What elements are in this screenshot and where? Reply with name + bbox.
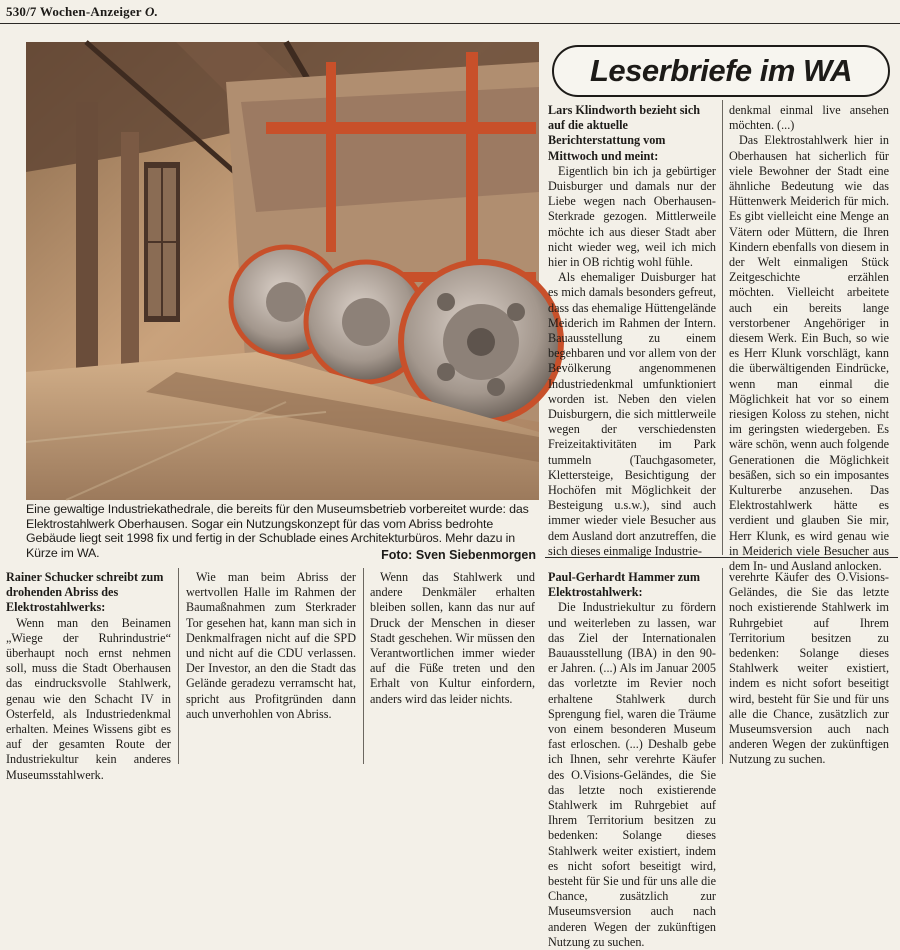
letter-paragraph: Das Elektrostahlwerk hier in Oberhausen hat sicherlich für viele Bewohner der Stadt eine ähnliche Bedeutung wie das Hüttenwerk Meiderich für mich. Es gibt vielleicht eine Menge an Vätern oder Müttern, die Ihren Kindern ebenfalls von diesem in der Welt einmaligen Stück Zeitgeschichte erzählen möchten. Vielleicht arbeitete auch ein bereits lange verstorbener Angehöriger in diesem Werk. Ein Buch, so wie es Herr Klunk vorschlägt, kann die überwältigenden Eindrücke, wenn man einmal die Möglichkeit hat vor so einem riesigen Koloss zu stehen, nicht im geringsten wiedergeben. Es wäre schön, wenn auch folgende Generationen die Möglichkeit besäßen, sich so ein imposantes Kulturerbe anzusehen. Das Elektrostahlwerk hätte es verdient und glauben Sie mir, Herr Klunk, es wird genau wie in Meiderich viele Besucher aus dem In- und Ausland anlocken.: [729, 133, 889, 574]
publication-name: Wochen-Anzeiger: [39, 4, 142, 19]
letter-klindworth-col2: [729, 103, 889, 574]
column-divider: [363, 568, 364, 764]
letter-hammer-col1: [548, 570, 716, 949]
letter-paragraph: Als ehemaliger Duisburger hat es mich damals besonders gefreut, dass das ehemalige Hüttengelände Meiderich im Rahmen der Intern. Bauausstellung zu einem begehbaren und vor allem von der Bevölkerung angenommenen Industriedenkmal umfunktioniert worden ist. Neben den vielen Duisburgern, die sich mittlerweile wegen der verschiedensten Freizeitaktivitäten im Park tummeln (Tauchgasometer, Klettersteige, Besichtigung der Hochöfen mit Möglichkeit der Besteigung u.s.w.), sind auch immer wieder viele Besucher aus dem Ausland dort anzutreffen, die sich dieses einmalige Industrie-: [548, 270, 716, 558]
page-number: 530/7: [6, 4, 37, 19]
letter-heading: Paul-Gerhardt Hammer zum Elektrostahlwerk:: [548, 570, 701, 600]
column-divider: [722, 100, 723, 555]
letter-heading: Rainer Schucker schreibt zum drohenden Abriss des Elektrostahlwerks:: [6, 570, 164, 615]
column-divider: [722, 568, 723, 764]
letter-schucker-col2: [186, 570, 356, 766]
banner-title: Leserbriefe im WA: [590, 53, 852, 88]
letter-paragraph: Eigentlich bin ich ja gebürtiger Duisburger und damals nur der Liebe wegen nach Oberhausen-Sterkrade gezogen. Mittlerweile möchte ich aus dieser Stadt aber nicht wieder weg, weil ich mich hier in OB richtig wohl fühle.: [548, 163, 716, 270]
letter-paragraph: denkmal einmal live ansehen möchten. (...): [729, 103, 889, 133]
steelworks-photo: [26, 42, 539, 500]
letter-hammer-col2: [729, 570, 889, 766]
page-header: [6, 4, 158, 20]
letter-schucker-col1: [6, 570, 171, 782]
column-divider: [178, 568, 179, 764]
letter-paragraph: Die Industriekultur zu fördern und weiterleben zu lassen, war das Ziel der Internationalen Bauausstellung (IBA) in den 90-er Jahren. (...) Als im Januar 2005 das vorletzte im Revier noch erhaltene Stahlwerk durch Sprengung fiel, waren die Träume von einem besonderen Museum fast erloschen. (...) Deshalb gebe ich Ihnen, sehr verehrte Käufer des O.Visions-Geländes, die Sie das letzte noch existierende Stahlwerk im Ruhrgebiet auf Ihrem Territorium besitzen zu bedenken: Solange dieses Stahlwerk weiter existiert, indem es nicht sofort beseitigt wird, besteht für Sie und für uns alle die Chance, zusätzlich zur Museumsversion auch nach anderen Wegen der zukünftigen Nutzung zu suchen.: [548, 600, 716, 949]
photo-credit: Foto: Sven Siebenmorgen: [381, 548, 536, 562]
letter-klindworth-col1: [548, 103, 716, 557]
caption-text: Eine gewaltige Industriekathedrale, die bereits für den Museumsbetrieb vorbereitet wurde: das Elektrostahlwerk Oberhausen. Sogar ein Nutzungskonzept für das vom Abriss bedrohte Gebäude liegt seit 1998 fix und fertig in der Schublade eines Architekturbüros. Mehr dazu in Kürze im WA.: [26, 502, 529, 560]
letter-paragraph: Wenn man den Beinamen „Wiege der Ruhrindustrie“ überhaupt noch ernst nehmen soll, muss die Stadt Oberhausen das eindrucksvolle Stahlwerk, genau wie den Schacht IV in Osterfeld, als Industriedenkmal erhalten. Meines Wissens gibt es auf der gesamten Route der Industriekultur kein anderes Museumsstahlwerk.: [6, 615, 171, 782]
letter-paragraph: verehrte Käufer des O.Visions-Geländes, die Sie das letzte noch existierende Stahlwerk im Ruhrgebiet auf Ihrem Territorium besitzen zu bedenken: Solange dieses Stahlwerk weiter existiert, indem es nicht sofort beseitigt wird, besteht für Sie und für uns alle die Chance, zusätzlich zur Museumsversion auch nach anderen Wegen der zukünftigen Nutzung zu suchen.: [729, 570, 889, 767]
header-rule: [0, 23, 900, 24]
letter-heading: Lars Klindworth bezieht sich auf die aktuelle Berichterstattung vom Mittwoch und meint:: [548, 103, 701, 163]
letter-schucker-col3: [370, 570, 535, 766]
letter-paragraph: Wenn das Stahlwerk und andere Denkmäler erhalten bleiben sollen, kann das nur auf Druck der Menschen in dieser Stadt geschehen. Wir müssen den Verantwortlichen immer wieder auf die Füße treten und den Erhalt von Kultur einfordern, anders wird das leider nichts.: [370, 570, 535, 706]
letters-banner: [552, 45, 890, 97]
steelworks-photo-image: [26, 42, 539, 500]
letter-paragraph: Wie man beim Abriss der wertvollen Halle im Rahmen der Baumaßnahmen zum Sterkrader Tor gesehen hat, kann man sich in Denkmalfragen nicht auf die SPD und nicht auf die CDU verlassen. Der Investor, an den die Stadt das Gelände geradezu verramscht hat, spricht aus Profitgründen dann auch unverhohlen von Abriss.: [186, 570, 356, 721]
edition-label: O.: [144, 4, 159, 19]
